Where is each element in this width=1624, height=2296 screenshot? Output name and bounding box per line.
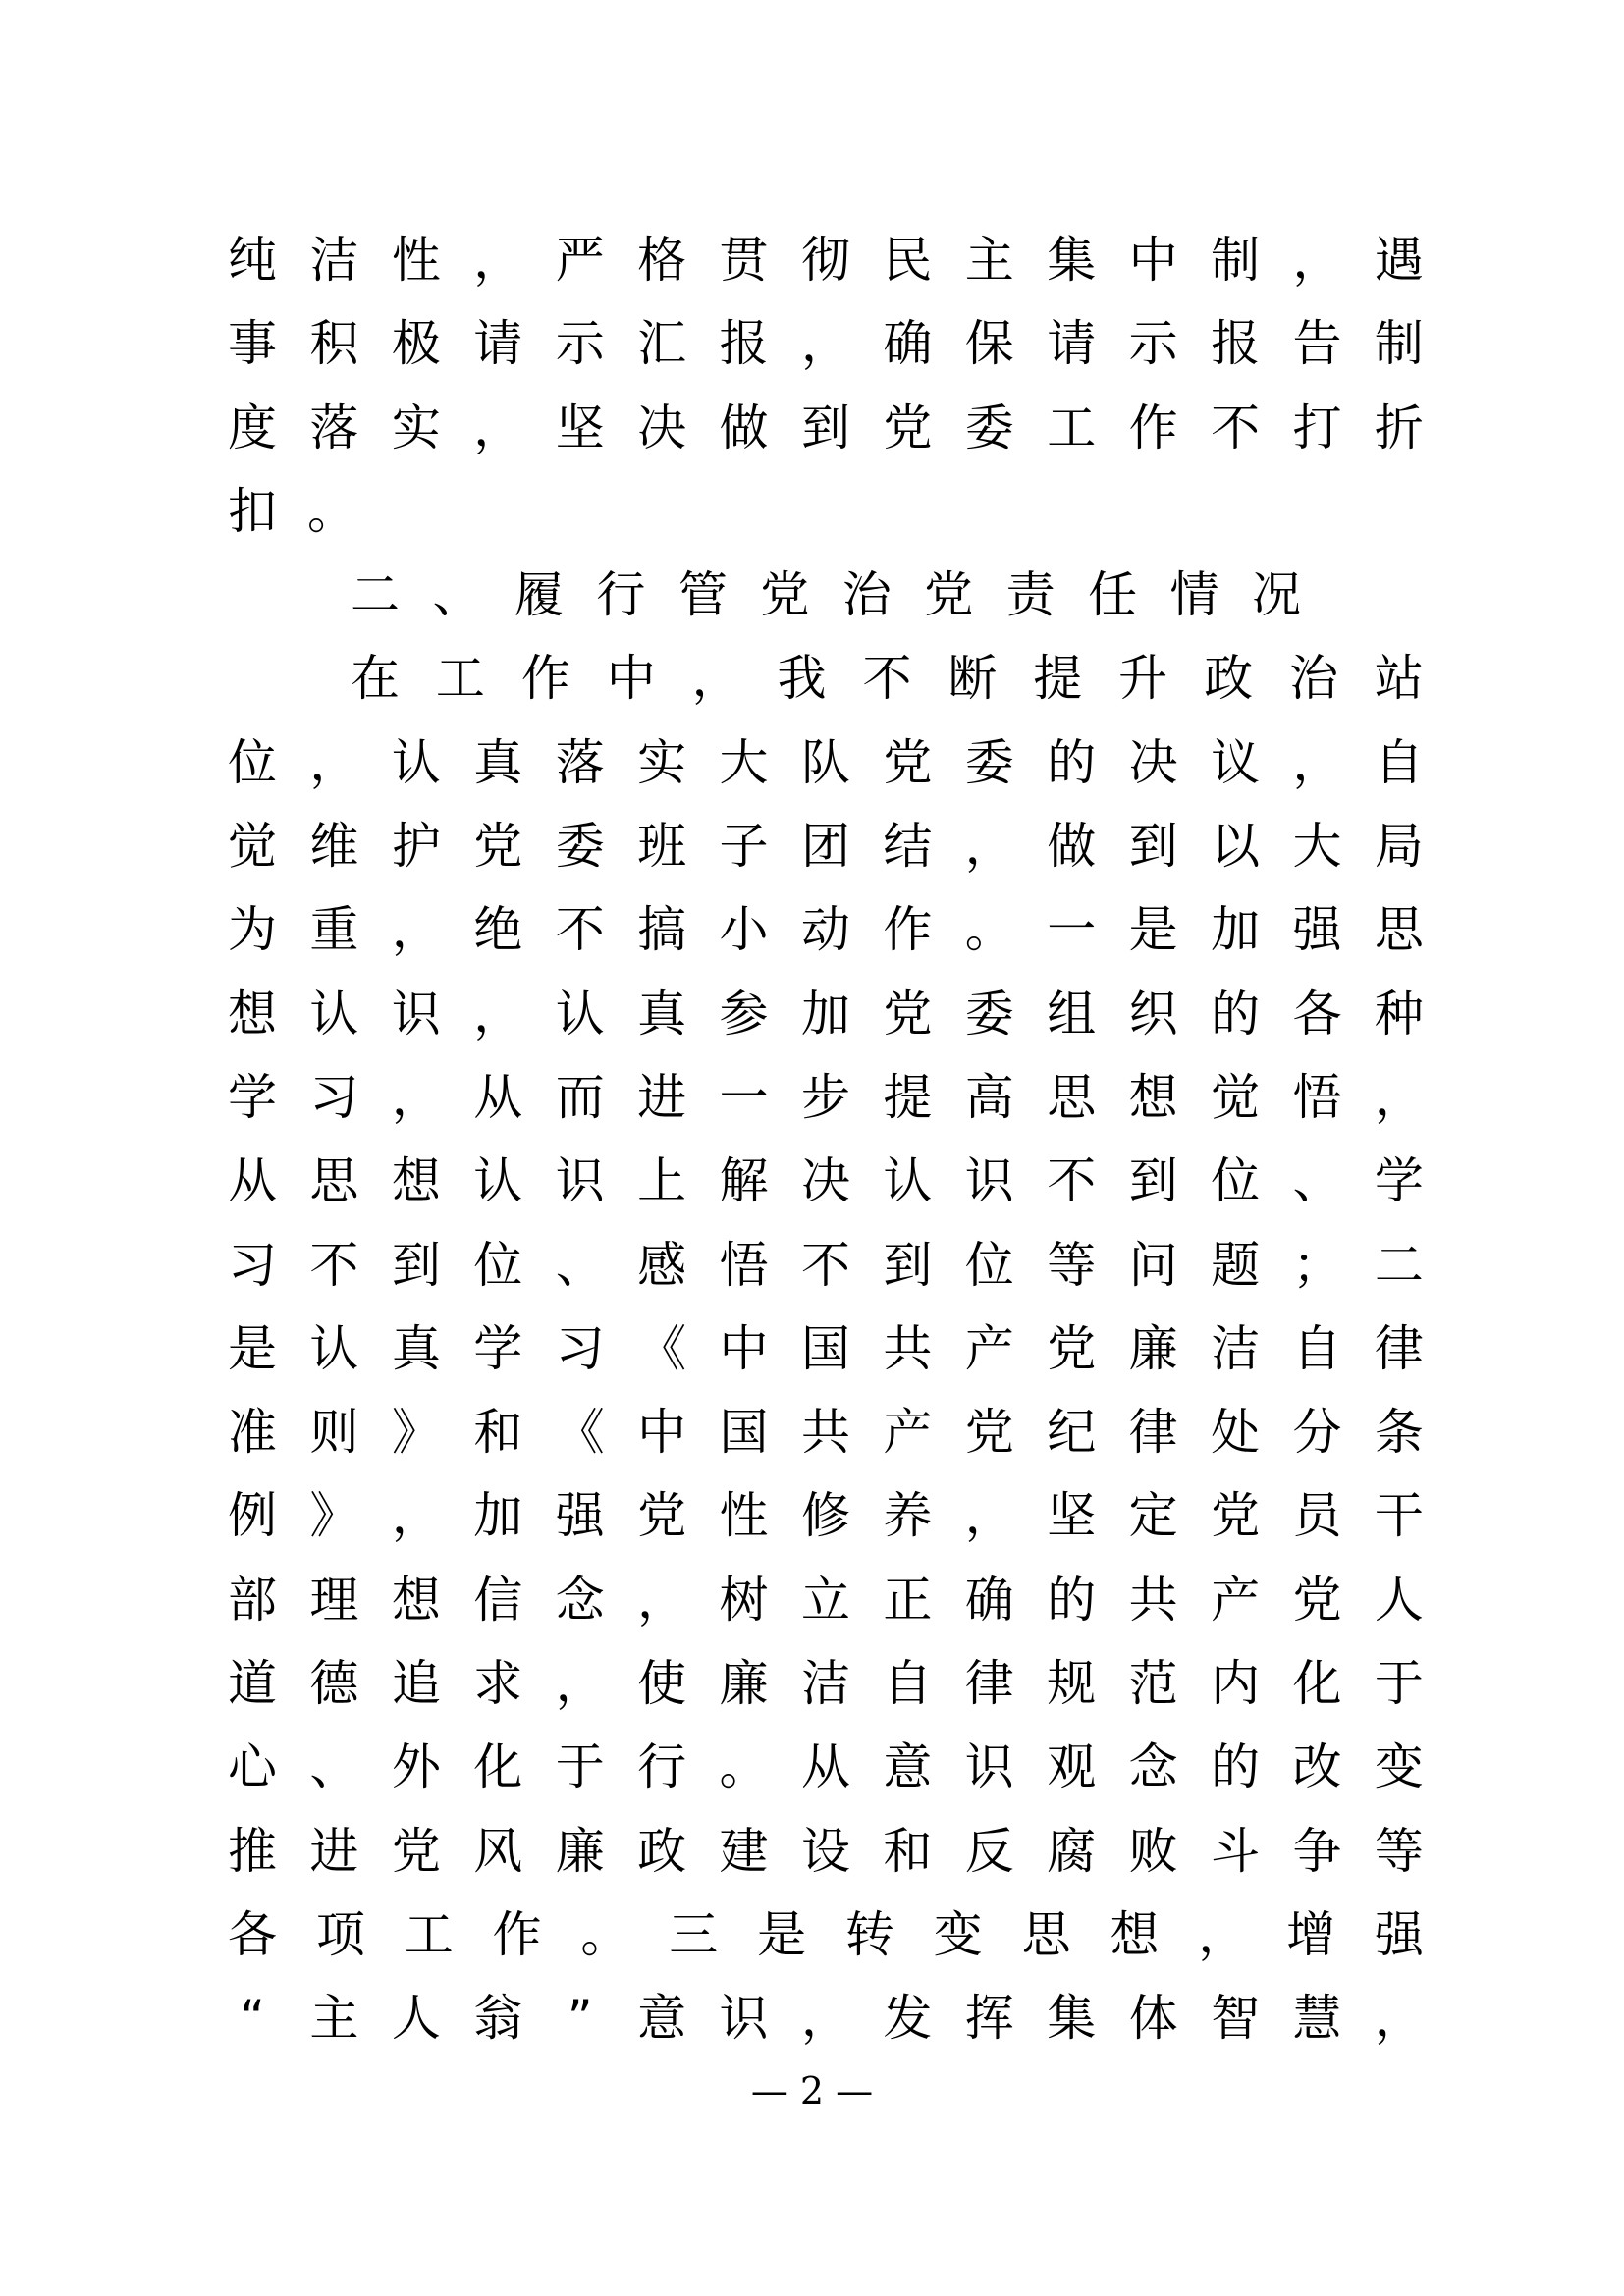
text-line: 觉 维 护 党 委 班 子 团 结 ， 做 到 以 大 局	[228, 818, 1424, 876]
text-line: 扣 。	[228, 482, 356, 540]
text-line: 例 》 ， 加 强 党 性 修 养 ， 坚 定 党 员 干	[228, 1487, 1424, 1545]
text-line: 部 理 想 信 念 ， 树 立 正 确 的 共 产 党 人	[228, 1571, 1424, 1629]
text-line: 学 习 ， 从 而 进 一 步 提 高 思 想 觉 悟 ，	[228, 1068, 1424, 1126]
page-number: — 2 —	[750, 2069, 874, 2112]
text-line: 道 德 追 求 ， 使 廉 洁 自 律 规 范 内 化 于	[228, 1655, 1424, 1713]
text-line: “ 主 人 翁 ” 意 识 ， 发 挥 集 体 智 慧 ，	[240, 1990, 1424, 2048]
text-line: 习 不 到 位 、 感 悟 不 到 位 等 问 题 ； 二	[228, 1236, 1424, 1294]
text-line: 想 认 识 ， 认 真 参 加 党 委 组 织 的 各 种	[228, 985, 1424, 1042]
text-line: 准 则 》 和 《 中 国 共 产 党 纪 律 处 分 条	[228, 1404, 1424, 1462]
text-line: 各 项 工 作 。 三 是 转 变 思 想 ， 增 强	[228, 1905, 1424, 1963]
section-heading: 二 、 履 行 管 党 治 党 责 任 情 况	[351, 566, 1301, 624]
text-line: 事 积 极 请 示 汇 报 ， 确 保 请 示 报 告 制	[228, 315, 1424, 373]
text-line: 推 进 党 风 廉 政 建 设 和 反 腐 败 斗 争 等	[228, 1822, 1424, 1880]
text-line: 从 思 想 认 识 上 解 决 认 识 不 到 位 、 学	[228, 1152, 1424, 1210]
text-line: 是 认 真 学 习 《 中 国 共 产 党 廉 洁 自 律	[228, 1319, 1424, 1377]
text-line: 在 工 作 中 ， 我 不 断 提 升 政 治 站	[351, 650, 1424, 708]
text-line: 心 、 外 化 于 行 。 从 意 识 观 念 的 改 变	[228, 1738, 1424, 1796]
text-line: 位 ， 认 真 落 实 大 队 党 委 的 决 议 ， 自	[228, 733, 1424, 791]
text-line: 度 落 实 ， 坚 决 做 到 党 委 工 作 不 打 折	[228, 399, 1424, 456]
text-line: 为 重 ， 绝 不 搞 小 动 作 。 一 是 加 强 思	[228, 901, 1424, 959]
text-line: 纯 洁 性 ， 严 格 贯 彻 民 主 集 中 制 ， 遇	[228, 232, 1424, 289]
body-text	[228, 219, 1424, 2061]
